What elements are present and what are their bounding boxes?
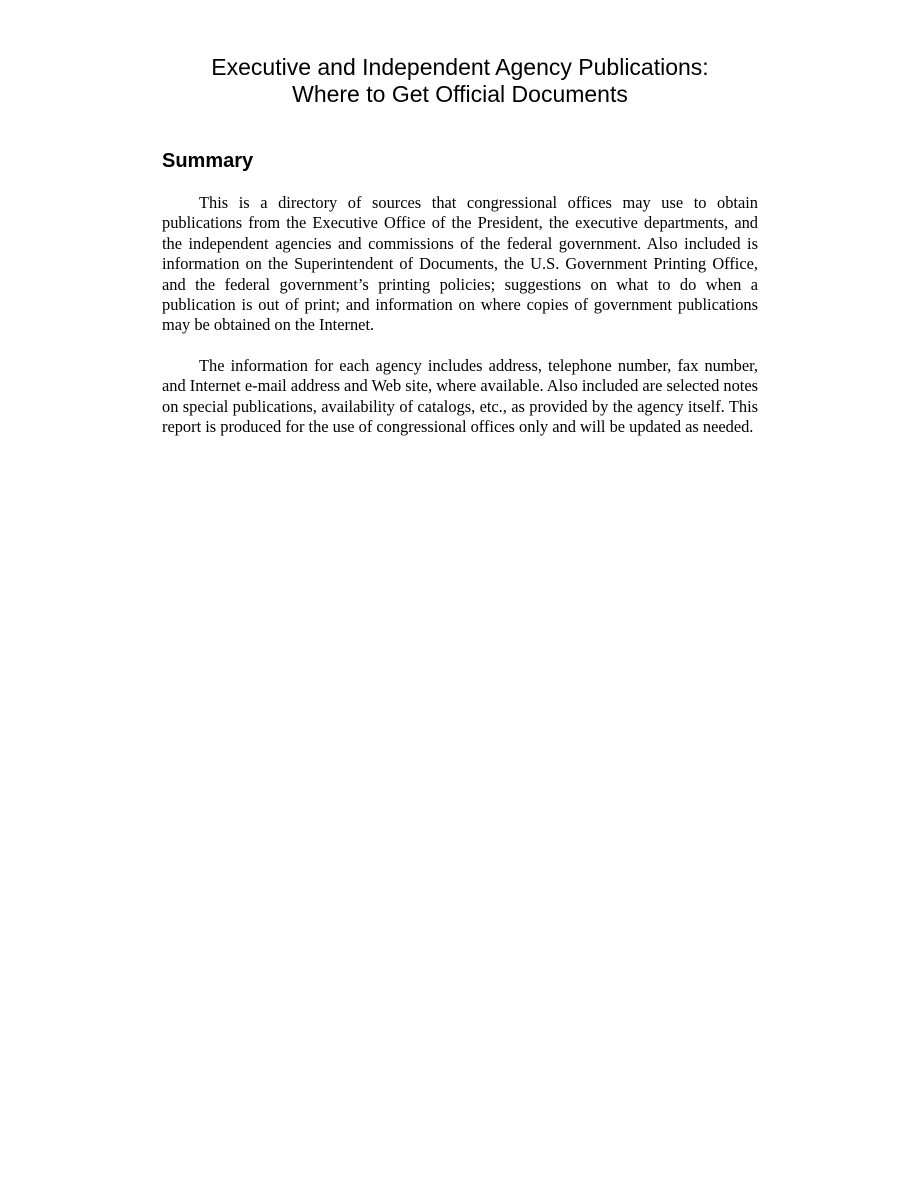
summary-paragraph-1: This is a directory of sources that congressional offices may use to obtain publications from the Executive Office of the President, the executive departments, and the independent agencies and commissions of the federal government. Also included is information on the Superintendent of Documents, the U.S. Government Printing Office, and the federal government’s printing policies; suggestions on what to do when a publication is out of print; and information on where copies of government publications may be obtained on the Internet.	[162, 193, 758, 335]
title-line-1: Executive and Independent Agency Publications:	[211, 54, 709, 80]
title-line-2: Where to Get Official Documents	[292, 81, 628, 107]
document-title	[162, 54, 758, 108]
summary-heading: Summary	[162, 150, 254, 172]
document-page	[162, 54, 758, 437]
summary-paragraph-2: The information for each agency includes address, telephone number, fax number, and Internet e-mail address and Web site, where available. Also included are selected notes on special publications, availability of catalogs, etc., as provided by the agency itself. This report is produced for the use of congressional offices only and will be updated as needed.	[162, 355, 758, 437]
